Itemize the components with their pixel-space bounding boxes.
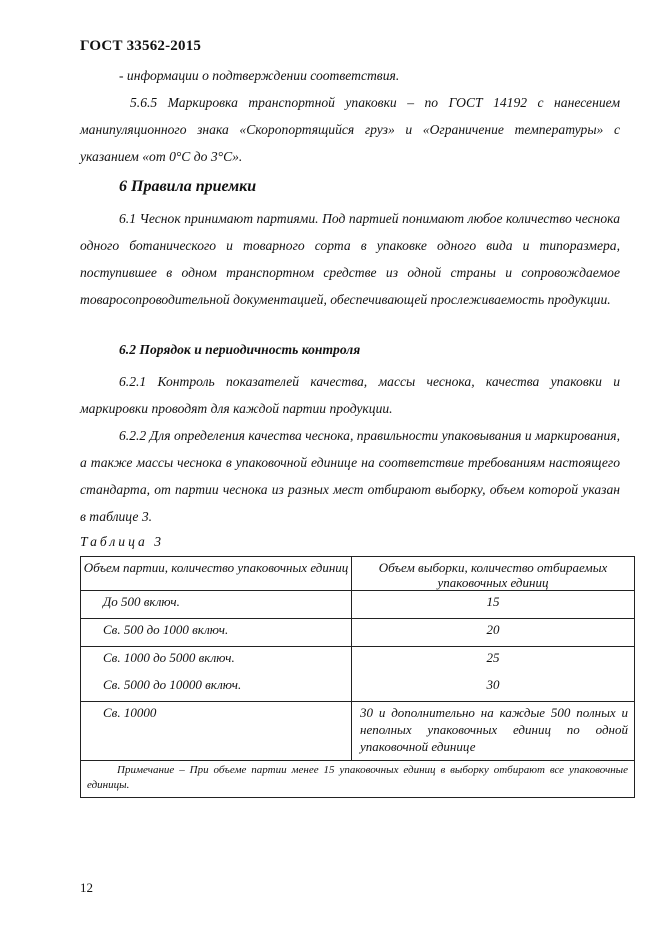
sample-size-cell: 30 и дополнительно на каждые 500 полных и неполных упаковочных единиц по одной упаковочной единице [352,702,635,761]
table-header-row [81,557,635,591]
table-row [81,674,635,702]
sample-size-cell: 30 [352,674,635,702]
table-note-row [81,761,635,798]
table-caption: Таблица 3 [80,534,165,549]
paragraph-6-2-1: 6.2.1 Контроль показателей качества, массы чеснока, качества упаковки и маркировки проводят для каждой партии продукции. [80,374,620,416]
paragraph-6-2-2: 6.2.2 Для определения качества чеснока, правильности упаковывания и маркирования, а также массы чеснока в упаковочной единице на соответствие требованиям настоящего стандарта, от партии чеснока из разных мест отбирают выборку, объем которой указан в таблице 3. [80,428,620,524]
table-note: Примечание – При объеме партии менее 15 упаковочных единиц в выборку отбирают все упаковочные единицы. [81,761,635,798]
table-row [81,619,635,647]
page-number: 12 [80,880,93,895]
table-row [81,647,635,675]
column-header-lot-size: Объем партии, количество упаковочных единиц [81,557,352,591]
paragraph-6-1: 6.1 Чеснок принимают партиями. Под партией понимают любое количество чеснока одного ботанического и товарного сорта в упаковке одного вида и типоразмера, поступившее в одном транспортном средстве из одной страны и сопровождаемое товаросопроводительной документацией, обеспечивающей прослеживаемость продукции. [80,211,620,307]
sample-size-cell: 25 [352,647,635,675]
table-row [81,702,635,761]
section-6-2-title: 6.2 Порядок и периодичность контроля [119,342,361,357]
table-row [81,591,635,619]
lot-size-cell: Св. 10000 [81,702,352,761]
column-header-sample-size: Объем выборки, количество отбираемых упаковочных единиц [352,557,635,591]
lot-size-cell: Св. 1000 до 5000 включ. [81,647,352,675]
lot-size-cell: Св. 5000 до 10000 включ. [81,674,352,702]
lot-size-cell: До 500 включ. [81,591,352,619]
paragraph-5-6-5: 5.6.5 Маркировка транспортной упаковки – по ГОСТ 14192 с нанесением манипуляционного знака «Скоропортящийся груз» и «Ограничение температуры» с указанием «от 0°С до 3°С». [80,95,620,164]
lot-size-cell: Св. 500 до 1000 включ. [81,619,352,647]
sample-size-table [80,556,635,798]
document-code: ГОСТ 33562-2015 [80,38,202,54]
sample-size-cell: 15 [352,591,635,619]
paragraph-info-line: - информации о подтверждении соответствия. [119,68,400,83]
sample-size-cell: 20 [352,619,635,647]
section-6-title: 6 Правила приемки [119,178,257,195]
